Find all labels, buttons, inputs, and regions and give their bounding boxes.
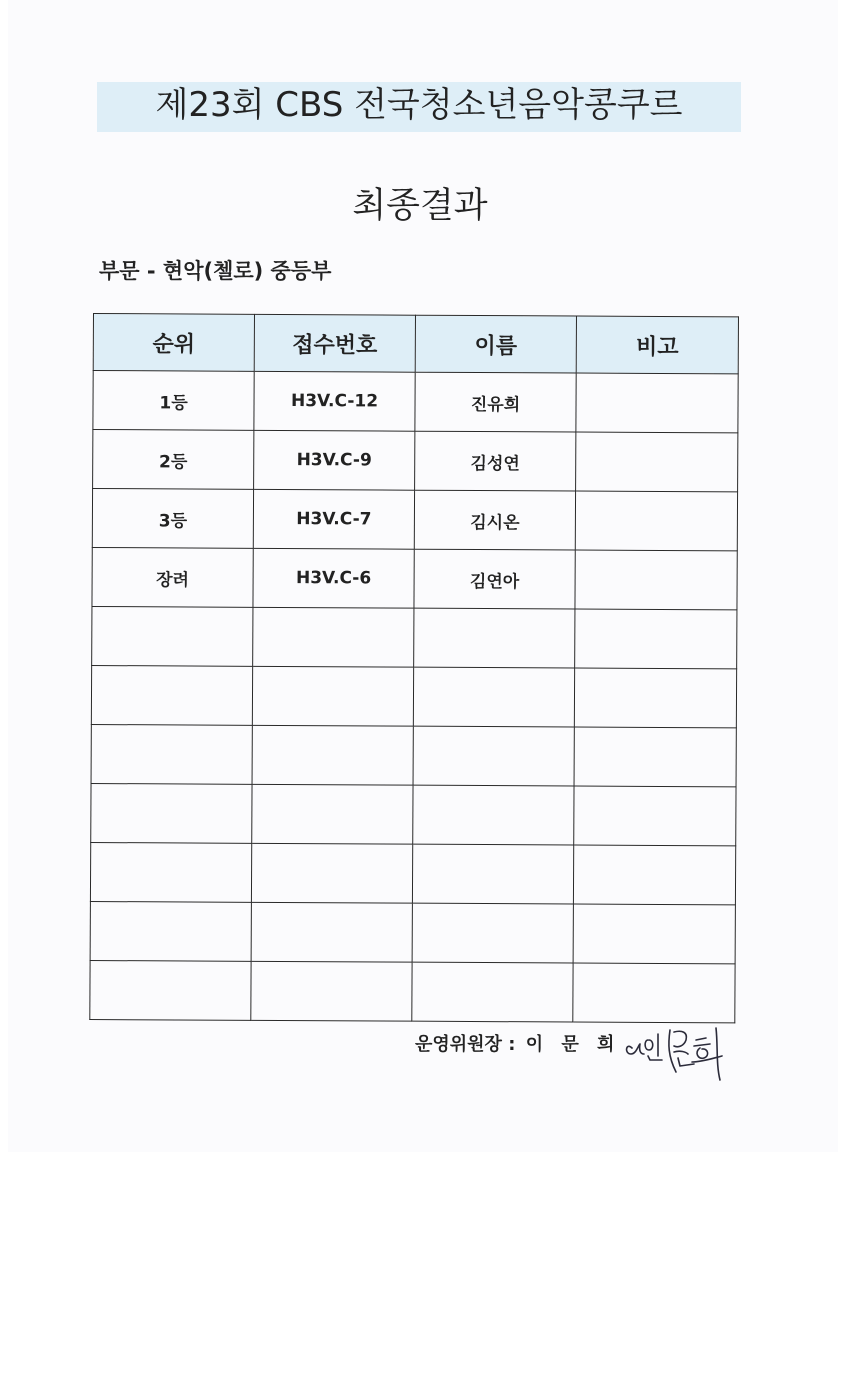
cell-rank: 2등 bbox=[93, 430, 254, 490]
cell-rank: 장려 bbox=[92, 547, 253, 607]
table-row bbox=[91, 724, 736, 786]
handwritten-signature bbox=[622, 1018, 732, 1084]
cell-rank: 3등 bbox=[92, 489, 253, 549]
table-row bbox=[92, 547, 737, 609]
cell-name: 김성연 bbox=[415, 431, 576, 491]
cell-entry-number bbox=[252, 666, 413, 726]
cell-note bbox=[576, 373, 738, 433]
table-row bbox=[91, 665, 736, 727]
cell-rank bbox=[92, 606, 253, 666]
header-entry-number: 접수번호 bbox=[254, 314, 415, 372]
division-label: 부문 - 현악(첼로) 중등부 bbox=[99, 259, 332, 283]
header-name: 이름 bbox=[415, 315, 576, 373]
table-row bbox=[90, 842, 735, 904]
header-rank: 순위 bbox=[93, 314, 254, 372]
cell-note bbox=[573, 904, 735, 964]
cell-note bbox=[575, 491, 737, 551]
cell-entry-number bbox=[251, 902, 412, 962]
final-results-heading: 최종결과 bbox=[352, 186, 488, 226]
cell-note bbox=[574, 668, 736, 728]
contest-title: 제23회 CBS 전국청소년음악콩쿠르 bbox=[155, 85, 683, 125]
table-header-row bbox=[93, 314, 738, 374]
signatory-line bbox=[415, 1030, 620, 1056]
cell-name bbox=[413, 726, 574, 786]
cell-rank bbox=[91, 724, 252, 784]
table-row bbox=[92, 489, 737, 551]
cell-entry-number: H3V.C-9 bbox=[254, 430, 415, 490]
cell-entry-number bbox=[251, 843, 412, 903]
cell-note bbox=[574, 727, 736, 787]
cell-rank: 1등 bbox=[93, 371, 254, 431]
cell-name bbox=[412, 962, 573, 1022]
cell-name: 김연아 bbox=[414, 549, 575, 609]
cell-rank bbox=[90, 960, 251, 1020]
cell-name: 김시온 bbox=[414, 490, 575, 550]
cell-entry-number bbox=[252, 725, 413, 785]
cell-note bbox=[575, 550, 737, 610]
cell-entry-number: H3V.C-7 bbox=[253, 489, 414, 549]
table-row bbox=[93, 371, 738, 433]
table-row bbox=[90, 901, 735, 963]
results-table bbox=[89, 313, 739, 1023]
cell-entry-number: H3V.C-6 bbox=[253, 548, 414, 608]
cell-rank bbox=[91, 665, 252, 725]
cell-name bbox=[412, 844, 573, 904]
cell-note bbox=[576, 432, 738, 492]
cell-note bbox=[574, 786, 736, 846]
cell-name bbox=[413, 667, 574, 727]
table-row bbox=[90, 960, 735, 1022]
cell-rank bbox=[91, 783, 252, 843]
cell-rank bbox=[90, 842, 251, 902]
cell-entry-number bbox=[253, 607, 414, 667]
cell-entry-number bbox=[252, 784, 413, 844]
table-row bbox=[91, 783, 736, 845]
cell-note bbox=[575, 609, 737, 669]
cell-rank bbox=[90, 901, 251, 961]
cell-name bbox=[414, 608, 575, 668]
signatory-name: 이 문 희 bbox=[525, 1034, 621, 1055]
signatory-role: 운영위원장 : bbox=[415, 1034, 516, 1055]
results-body bbox=[90, 371, 738, 1023]
cell-note bbox=[573, 845, 735, 905]
table-row bbox=[92, 606, 737, 668]
cell-name: 진유희 bbox=[415, 372, 576, 432]
cell-name bbox=[413, 785, 574, 845]
cell-note bbox=[573, 963, 735, 1023]
cell-entry-number bbox=[251, 961, 412, 1021]
cell-name bbox=[412, 903, 573, 963]
header-note: 비고 bbox=[576, 316, 738, 374]
table-row bbox=[93, 430, 738, 492]
cell-entry-number: H3V.C-12 bbox=[254, 371, 415, 431]
